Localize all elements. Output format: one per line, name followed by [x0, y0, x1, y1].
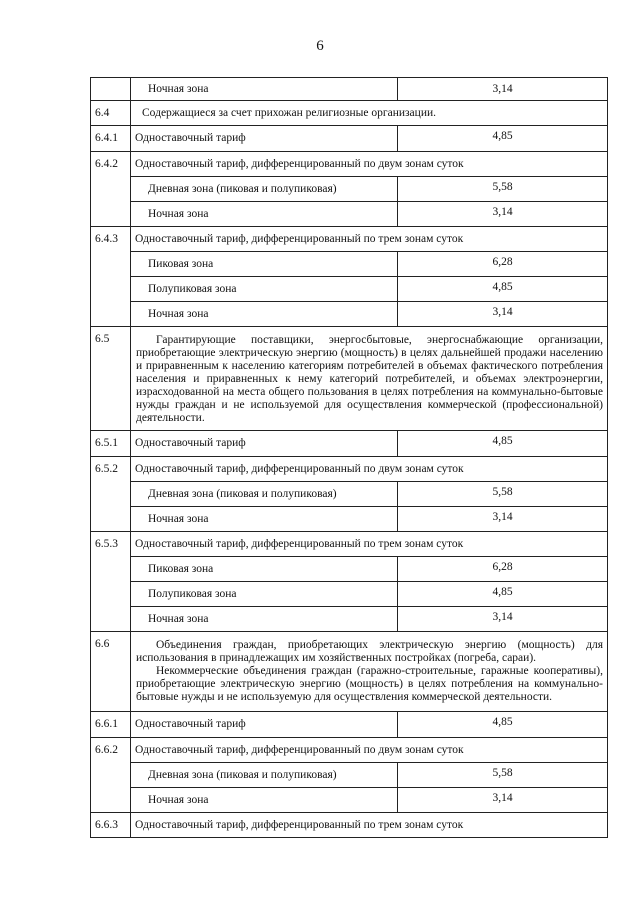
row-value: 6,28	[398, 557, 608, 582]
row-label: Одноставочный тариф, дифференцированный по трем зонам суток	[131, 227, 608, 252]
row-label: Одноставочный тариф, дифференцированный по трем зонам суток	[131, 532, 608, 557]
description-text: приобретающие электрическую энергию (мощность) в целях дальнейшей продажи населению и приравненным к населению категориям потребителей в объемах фактического потребления населения и приравненных к нему категорий потребителей, и объемах электроэнергии, израсходованной на места общего пользования в целях потребления на коммунально-бытовые нужды граждан и не используемой для осуществления коммерческой (профессиональной) деятельности.	[136, 347, 603, 424]
row-value: 4,85	[398, 277, 608, 302]
row-label: Пиковая зона	[131, 557, 398, 582]
row-number: 6.5.3	[91, 532, 131, 632]
row-value: 3,14	[398, 607, 608, 632]
table-row	[91, 457, 608, 482]
row-number: 6.4.1	[91, 126, 131, 152]
row-value: 3,14	[398, 507, 608, 532]
table-row	[91, 763, 608, 788]
table-row	[91, 532, 608, 557]
row-number: 6.4	[91, 101, 131, 126]
row-label: Одноставочный тариф, дифференцированный по двум зонам суток	[131, 457, 608, 482]
tariff-table	[90, 77, 608, 838]
table-row	[91, 788, 608, 813]
table-row	[91, 302, 608, 327]
table-row	[91, 202, 608, 227]
row-label: Полупиковая зона	[131, 582, 398, 607]
table-row	[91, 101, 608, 126]
row-label: Дневная зона (пиковая и полупиковая)	[131, 763, 398, 788]
row-label: Одноставочный тариф, дифференцированный по трем зонам суток	[131, 813, 608, 838]
description-paragraph: Объединения граждан, приобретающих электрическую энергию (мощность) для использования в принадлежащих им хозяйственных постройках (погреба, сараи).	[136, 639, 603, 664]
table-row	[91, 252, 608, 277]
table-row	[91, 507, 608, 532]
row-value: 6,28	[398, 252, 608, 277]
table-row	[91, 738, 608, 763]
description-paragraph: Некоммерческие объединения граждан (гаражно-строительные, гаражные кооперативы), приобретающие электрическую энергию (мощность) в целях потребления на коммунально-бытовые нужды и не используемую для осуществления коммерческой деятельности.	[136, 665, 603, 703]
table-row	[91, 813, 608, 838]
table-row	[91, 78, 608, 101]
row-number: 6.4.3	[91, 227, 131, 327]
row-label: Одноставочный тариф, дифференцированный по двум зонам суток	[131, 738, 608, 763]
row-label: Содержащиеся за счет прихожан религиозные организации.	[131, 101, 608, 126]
row-number	[91, 78, 131, 101]
row-number: 6.6.3	[91, 813, 131, 838]
row-label: Одноставочный тариф	[131, 712, 398, 738]
table-row	[91, 277, 608, 302]
table-row	[91, 582, 608, 607]
row-value: 5,58	[398, 482, 608, 507]
row-number: 6.4.2	[91, 152, 131, 227]
row-label: Ночная зона	[131, 507, 398, 532]
table-row	[91, 431, 608, 457]
table-row	[91, 152, 608, 177]
table-row	[91, 607, 608, 632]
row-value: 3,14	[398, 302, 608, 327]
table-row	[91, 482, 608, 507]
row-value: 3,14	[398, 202, 608, 227]
row-number: 6.5.2	[91, 457, 131, 532]
description-line: Гарантирующие поставщики, энергосбытовые, энергоснабжающие организации,	[156, 334, 603, 346]
row-value: 4,85	[398, 712, 608, 738]
row-label: Одноставочный тариф	[131, 431, 398, 457]
row-value: 5,58	[398, 177, 608, 202]
row-label: Дневная зона (пиковая и полупиковая)	[131, 177, 398, 202]
row-number: 6.5.1	[91, 431, 131, 457]
page-number: 6	[316, 38, 324, 54]
row-value: 4,85	[398, 431, 608, 457]
row-label: Ночная зона	[131, 78, 398, 101]
row-number: 6.6.1	[91, 712, 131, 738]
row-number: 6.6.2	[91, 738, 131, 813]
row-number: 6.6	[91, 632, 131, 712]
row-label: Одноставочный тариф	[131, 126, 398, 152]
row-number: 6.5	[91, 327, 131, 431]
row-value: 3,14	[398, 788, 608, 813]
row-label: Полупиковая зона	[131, 277, 398, 302]
table-row	[91, 712, 608, 738]
row-label: Ночная зона	[131, 788, 398, 813]
row-label: Пиковая зона	[131, 252, 398, 277]
table-row	[91, 632, 608, 712]
row-value: 5,58	[398, 763, 608, 788]
row-value: 4,85	[398, 126, 608, 152]
row-label: Одноставочный тариф, дифференцированный по двум зонам суток	[131, 152, 608, 177]
table-row	[91, 227, 608, 252]
table-row	[91, 177, 608, 202]
row-value: 3,14	[398, 78, 608, 101]
row-label: Ночная зона	[131, 302, 398, 327]
row-label: Ночная зона	[131, 607, 398, 632]
row-value: 4,85	[398, 582, 608, 607]
row-label: Дневная зона (пиковая и полупиковая)	[131, 482, 398, 507]
section-description	[131, 632, 608, 712]
section-description	[131, 327, 608, 431]
row-label: Ночная зона	[131, 202, 398, 227]
table-row	[91, 126, 608, 152]
table-row	[91, 327, 608, 431]
table-row	[91, 557, 608, 582]
